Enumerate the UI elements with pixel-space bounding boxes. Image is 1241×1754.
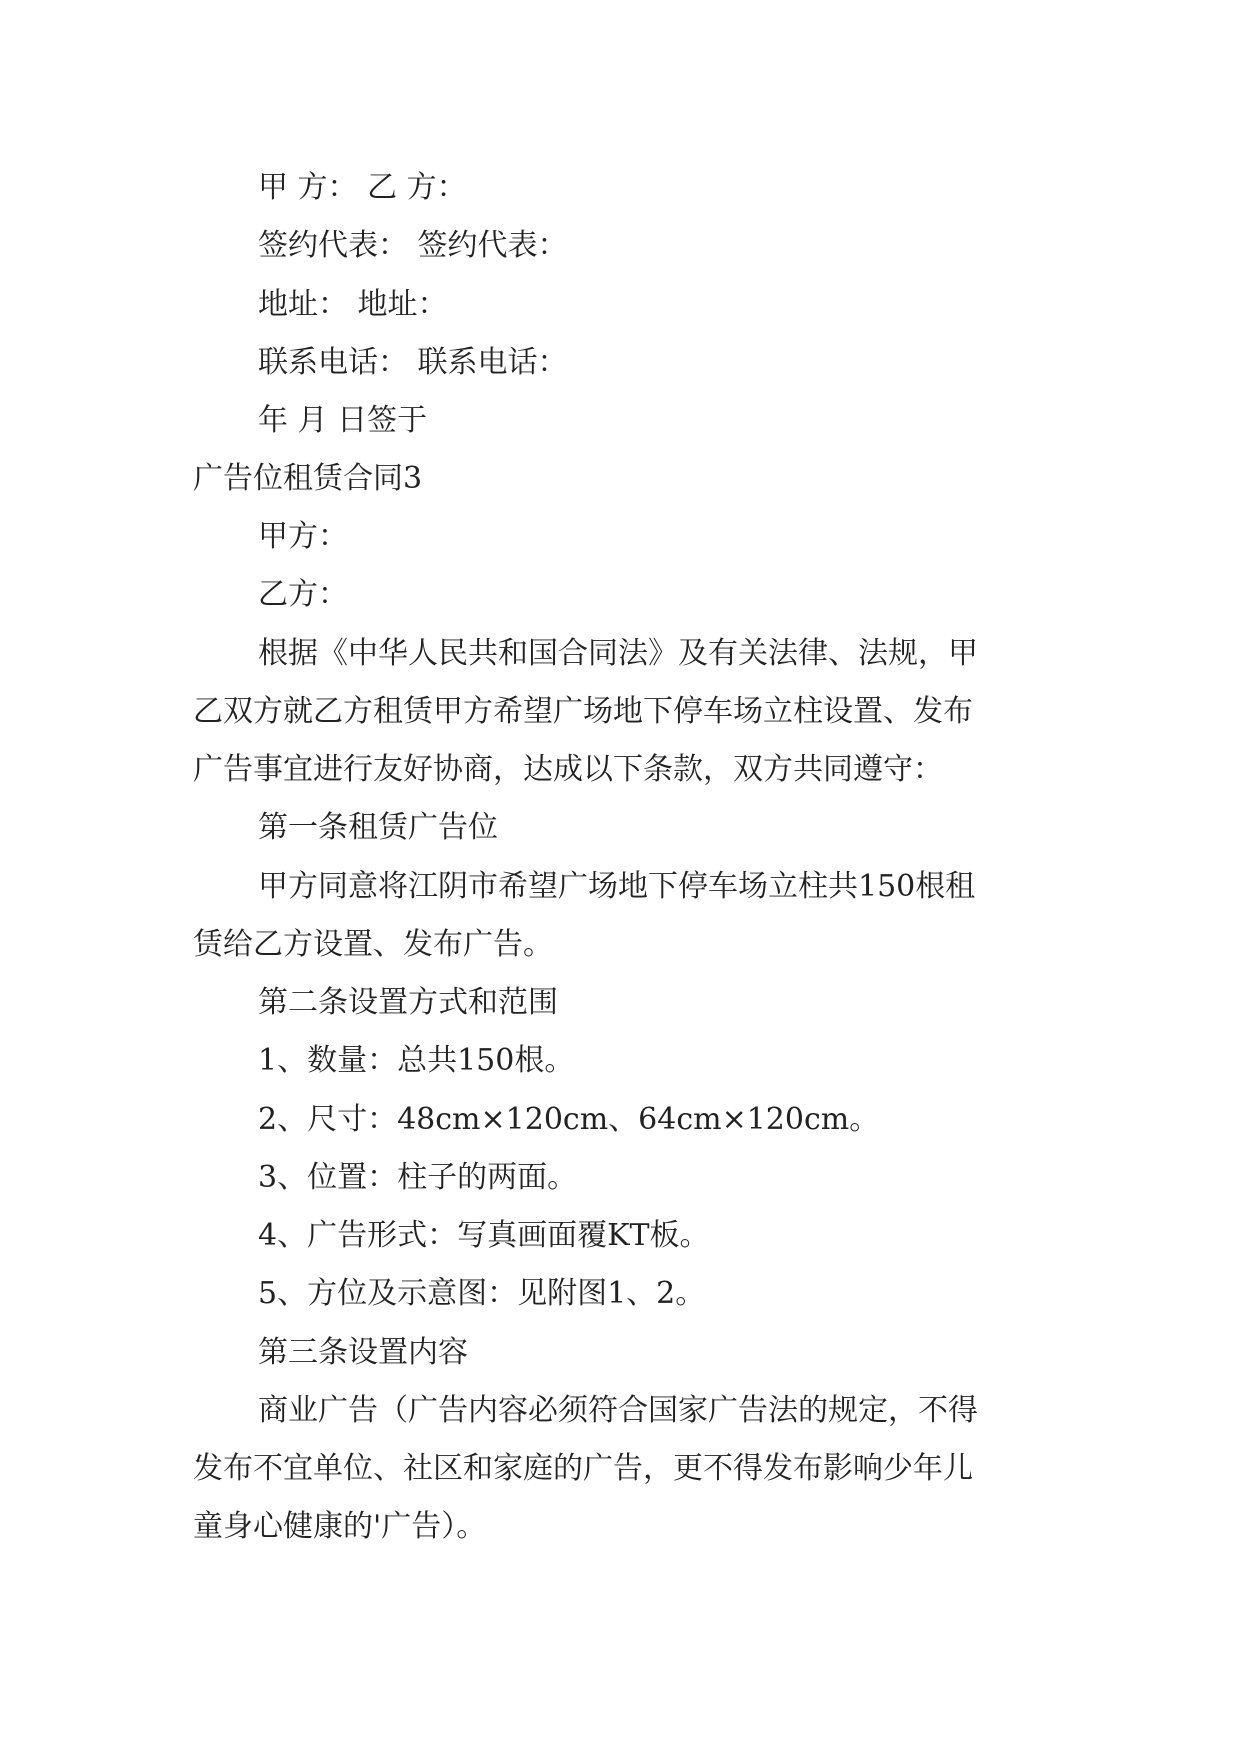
article-3-text-line-3: 童身心健康的'广告）。 [193, 1509, 487, 1544]
preamble-line-1: 根据《中华人民共和国合同法》及有关法律、法规，甲 [258, 636, 978, 671]
preamble-line-3: 广告事宜进行友好协商，达成以下条款，双方共同遵守： [193, 752, 943, 787]
party-a-line: 甲方： [258, 519, 348, 554]
article-1-text-line-2: 赁给乙方设置、发布广告。 [193, 927, 553, 962]
preamble-line-2: 乙双方就乙方租赁甲方希望广场地下停车场立柱设置、发布 [193, 694, 973, 729]
article-3-heading: 第三条设置内容 [258, 1335, 468, 1370]
article-1-heading: 第一条租赁广告位 [258, 810, 498, 845]
signature-phone-line: 联系电话： 联系电话： [258, 345, 568, 380]
signature-address-line: 地址： 地址： [258, 287, 448, 322]
article-2-item-3: 3、位置：柱子的两面。 [258, 1160, 578, 1195]
article-2-heading: 第二条设置方式和范围 [258, 985, 558, 1020]
signature-party-line: 甲 方： 乙 方： [258, 170, 467, 205]
article-2-item-1: 1、数量：总共150根。 [258, 1043, 575, 1078]
article-2-item-4: 4、广告形式：写真画面覆KT板。 [258, 1218, 710, 1253]
article-2-item-5: 5、方位及示意图：见附图1、2。 [258, 1276, 706, 1311]
article-3-text-line-1: 商业广告（广告内容必须符合国家广告法的规定，不得 [258, 1393, 978, 1428]
contract-title: 广告位租赁合同3 [193, 461, 423, 496]
signature-representative-line: 签约代表： 签约代表： [258, 228, 568, 263]
article-1-text-line-1: 甲方同意将江阴市希望广场地下停车场立柱共150根租 [258, 869, 976, 904]
signature-date-line: 年 月 日签于 [258, 403, 428, 438]
party-b-line: 乙方： [258, 577, 348, 612]
article-3-text-line-2: 发布不宜单位、社区和家庭的广告，更不得发布影响少年儿 [193, 1451, 973, 1486]
article-2-item-2: 2、尺寸：48cm×120cm、64cm×120cm。 [258, 1102, 880, 1137]
